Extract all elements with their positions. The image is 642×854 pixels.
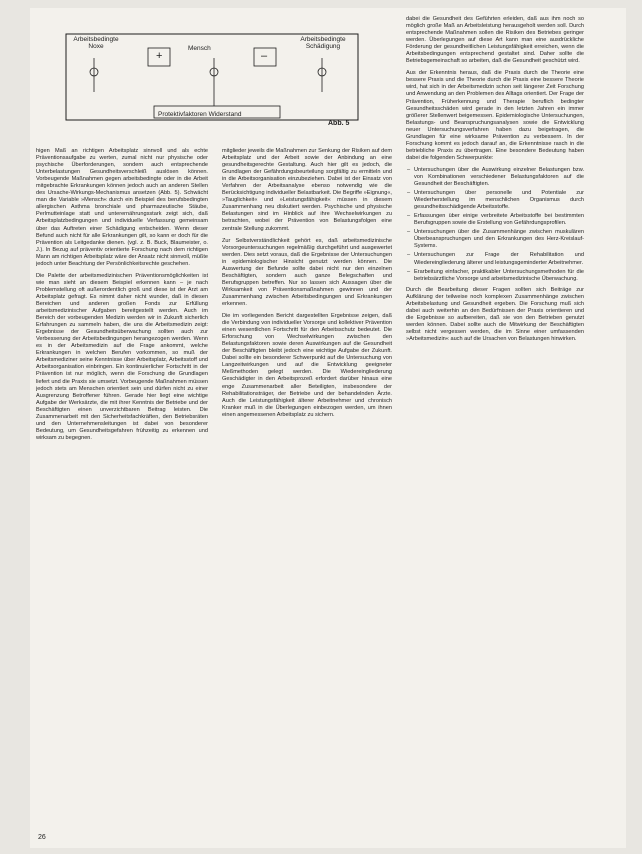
paragraph: higen Maß an richtigen Arbeitsplatz sinnvoll und als echte Präventionsaufgabe zu werten, zumal nicht nur physische oder psychische Überforderungen, sondern auch entsprechende Unterbelastungen Gesundheitsverschleiß auslösen können. Vorbeugende Maßnahmen gegen arbeitsbedingte oder in die Arbeit mitgebrachte Erkrankungen können jedoch auch an anderen Stellen des Ursache-Wirkungs-Mechanismus ansetzen (Abb. 5). Schwächt man die Variable »Mensch« durch ein Beispiel des berufsbedingten allergischen Asthma bronchiale und pharmazeutische Stäube, Perlmutteinlage statt und unterernährungsstark zeigt sich, daß Arbeitsplatzbedingungen und individuelle Verfassung gemeinsam über das Auftreten einer Schädigung entscheiden. Wenn dieser Befund auch nicht für alle Erkrankungen gilt, so kann er doch für die Prävention als Leitgedanke dienen. (vgl. z. B. Buck, Blaumeister, o. J.). In Bezug auf präventiv orientierte Forschung nach dem richtigen Mann am richtigen Arbeitsplatz wäre der Ansatz nicht sinnvoll, müßte jedoch unter Beachtung der Persönlichkeitsrechte geschehen. — [36, 148, 208, 267]
document-page — [30, 8, 626, 848]
paragraph: Die im vorliegenden Bericht dargestellten Ergebnisse zeigen, daß die Verbindung von individueller Vorsorge und kollektiver Prävention einen wesentlichen Fortschritt für den Arbeitsschutz bedeutet. Die Erforschung von Wechselwirkungen zwischen den Belastungsfaktoren sowie deren Auswirkungen auf die Gesundheit der Beschäftigten bleibt jedoch eine wichtige Aufgabe der Zukunft. Dabei sollte ein besonderer Schwerpunkt auf die Untersuchung von Langzeitwirkungen und auf die Entwicklung geeigneter Meßmethoden gelegt werden. Die Wiedereingliederung Geschädigter in den Arbeitsprozeß erfordert darüber hinaus eine enge Zusammenarbeit aller Beteiligten, insbesondere der Rehabilitationsträger, der Betriebe und der behandelnden Ärzte. Auch die Leistungsfähigkeit älterer Arbeitnehmer und chronisch Kranker muß in die Überlegungen einbezogen werden, um ihnen einen angemessenen Arbeitsplatz zu sichern. — [222, 313, 392, 418]
page-number: 26 — [38, 834, 46, 841]
paragraph: mitglieder jeweils die Maßnahmen zur Senkung der Risiken auf dem Arbeitsplatz und der Arbeit sowie der Anbindung an eine gesundheitsgerechte Gestaltung. Auch hier gilt es jedoch, die Grundlagen der Gefährdungsbeurteilung sorgfältig zu ermitteln und in die Arbeitsorganisation einzubeziehen. Dabei ist der Einsatz von Verfahren der Arbeitsanalyse ebenso notwendig wie die Berücksichtigung individueller Belastbarkeit. Die Begriffe »Eignung«, »Tauglichkeit« und »Leistungsfähigkeit« müssen in diesem Zusammenhang neu diskutiert werden. Psychische und physische Belastungen sind im Hinblick auf ihre Wechselwirkungen zu betrachten, wobei der Prävention von Belastungsfolgen eine zentrale Stellung zukommt. — [222, 148, 392, 232]
minus-sign: – — [261, 50, 268, 62]
list-item: – Untersuchungen über die Auswirkung einzelner Belastungen bzw. von Kombinationen verschiedener Belastungsfaktoren auf die Gesundheit der Beschäftigten. — [414, 167, 584, 188]
noxe-label: Arbeitsbedingte Noxe — [73, 36, 119, 50]
paragraph: Zur Selbstverständlichkeit gehört es, daß arbeitsmedizinische Vorsorgeuntersuchungen regelmäßig durchgeführt und ausgewertet werden. Dies setzt voraus, daß die Ergebnisse der Untersuchungen in epidemiologischer Hinsicht genutzt werden können. Die Auswertung der Befunde sollte dabei nicht nur den einzelnen Beschäftigten, sondern auch ganze Belegschaften und Berufsgruppen betreffen. Nur so lassen sich Aussagen über die Wirksamkeit von Präventionsmaßnahmen gewinnen und der Zusammenhang zwischen Arbeitsbedingungen und Erkrankungen erkennen. — [222, 237, 392, 307]
paragraph: dabei die Gesundheit des Geführten erleiden, daß aus ihm noch so möglich große Maß an Arbeitsleistung herausgeholt werden soll. Durch entsprechende Maßnahmen sollen die Risiken des Betriebes geringer werden. Überlegungen auf diese Art kann man eine ausdrückliche Förderung der gesundheitlichen Leistungsfähigkeit erreichen, wenn die Arbeitsbedingungen entsprechend gestaltet sind. Daher sollte die Betriebsgemeinschaft so arbeiten, daß die Gesundheit geschützt wird. — [406, 16, 584, 65]
paragraph: Die Palette der arbeitsmedizinischen Präventionsmöglichkeiten ist wie man sieht an diesem Beispiel erkennen kann – je nach Problemstellung oft außerordentlich groß und diese ist der Arzt am Arbeitsplatz gefragt. Es nimmt daher nicht wunder, daß in diesen Bereichen und anderen großen Fonds zur Erfüllung arbeitsmedizinischer Aufgaben bereitgestellt werden. Auch im Bereich der vorbeugenden Medizin werden wir in Zukunft sicherlich Erfahrungen zu sammeln haben, die uns die Arbeitsmedizin zeigt: Ergebnisse der Gesundheitsüberwachung sollten auch zur Verbesserung der Arbeitsbedingungen herangezogen werden. Wenn es in der Arbeitsmedizin auf die Frage ankommt, welche Erkrankungen in welchen Berufen vorkommen, so muß der Arbeitsmediziner seine Kenntnisse über Arbeitsplatz, Arbeitsstoff und Arbeitsorganisation einbringen. Ein kontinuierlicher Fortschritt in der Prävention ist nur möglich, wenn die Forschung die Grundlagen liefert und die Praxis sie umsetzt. Vorbeugende Maßnahmen müssen jedoch stets am Menschen orientiert sein und dürfen nicht zu einer Ausgrenzung Betroffener führen. Gerade hier liegt eine wichtige Aufgabe der Werksärzte, die mit ihrer Kenntnis der Betriebe und der Beschäftigten einen unverzichtbaren Beitrag leisten. Die Zusammenarbeit mit den Sicherheitsfachkräften, den Betriebsräten und den Unternehmensleitungen ist dabei von besonderer Bedeutung, um Gesundheitsgefahren frühzeitig zu erkennen und wirksam zu begegnen. — [36, 272, 208, 441]
text-column-1 — [36, 148, 208, 838]
plus-sign: + — [156, 50, 163, 62]
list-item: – Erfassungen über einige verbreitete Arbeitsstoffe bei bestimmten Berufsgruppen sowie die Erstellung von Gefährdungsprofilen. — [414, 213, 584, 227]
list-item: – Untersuchungen zur Frage der Rehabilitation und Wiedereingliederung älterer und leistungsgeminderter Arbeitnehmer. — [414, 252, 584, 266]
list-item: – Erarbeitung einfacher, praktikabler Untersuchungsmethoden für die betriebsärztliche Vorsorge und arbeitsmedizinische Überwachung. — [414, 269, 584, 283]
schaedigung-label: Arbeitsbedingte Schädigung — [300, 36, 346, 50]
paragraph: Aus der Erkenntnis heraus, daß die Praxis durch die Theorie eine bessere Praxis und die Theorie durch die Praxis eine bessere Theorie wird, hat sich in der Arbeitsmedizin schon seit längerer Zeit Forschung und Anwendung an den Problemen des Alltags orientiert. Der Frage der Prävention, Früherkennung und Therapie beruflich bedingter Gesundheitsschäden wird gerade in den letzten Jahren ein immer größerer Stellenwert beigemessen. Epidemiologische Untersuchungen, Belastungs- und Beanspruchungsanalysen sowie die Entwicklung neuer Untersuchungsverfahren haben dazu beigetragen, die Grundlagen für eine wirksame Prävention zu verbessern. In der Forschung kommt es jedoch darauf an, die Erkenntnisse rasch in die betriebliche Praxis zu übertragen. Eine besondere Bedeutung haben dabei die folgenden Schwerpunkte: — [406, 70, 584, 161]
text-column-2 — [222, 148, 392, 838]
list-item: – Untersuchungen über die Zusammenhänge zwischen muskulären Überbeanspruchungen und den Erkrankungen des Herz-Kreislauf-Systems. — [414, 229, 584, 250]
mensch-label: Mensch — [188, 45, 211, 52]
research-list — [406, 167, 584, 283]
text-column-3 — [406, 16, 584, 816]
protective-label: Protektivfaktoren Widerstand — [158, 111, 242, 118]
figure-caption: Abb. 5 — [328, 120, 350, 127]
cause-effect-diagram — [64, 32, 364, 128]
list-item: – Untersuchungen über personelle und Potentiale zur Wiederherstellung im menschlichen Organismus durch gesundheitsschädigende Arbeitsstoffe. — [414, 190, 584, 211]
paragraph: Durch die Bearbeitung dieser Fragen sollten sich Beiträge zur Aufklärung der teilweise noch komplexen Zusammenhänge zwischen Arbeitsbelastung und Gesundheit ergeben. Die Forschung muß sich dabei auch weiterhin an den Bedürfnissen der Praxis orientieren und die Ergebnisse so aufbereiten, daß sie von den Betrieben genutzt werden können. Dabei sollte auch die Mitwirkung der Beschäftigten selbst nicht vergessen werden, die im Sinne einer umfassenden »Arbeitsmedizin« auch auf die Ursachen von Belastungen hinwirken. — [406, 286, 584, 342]
